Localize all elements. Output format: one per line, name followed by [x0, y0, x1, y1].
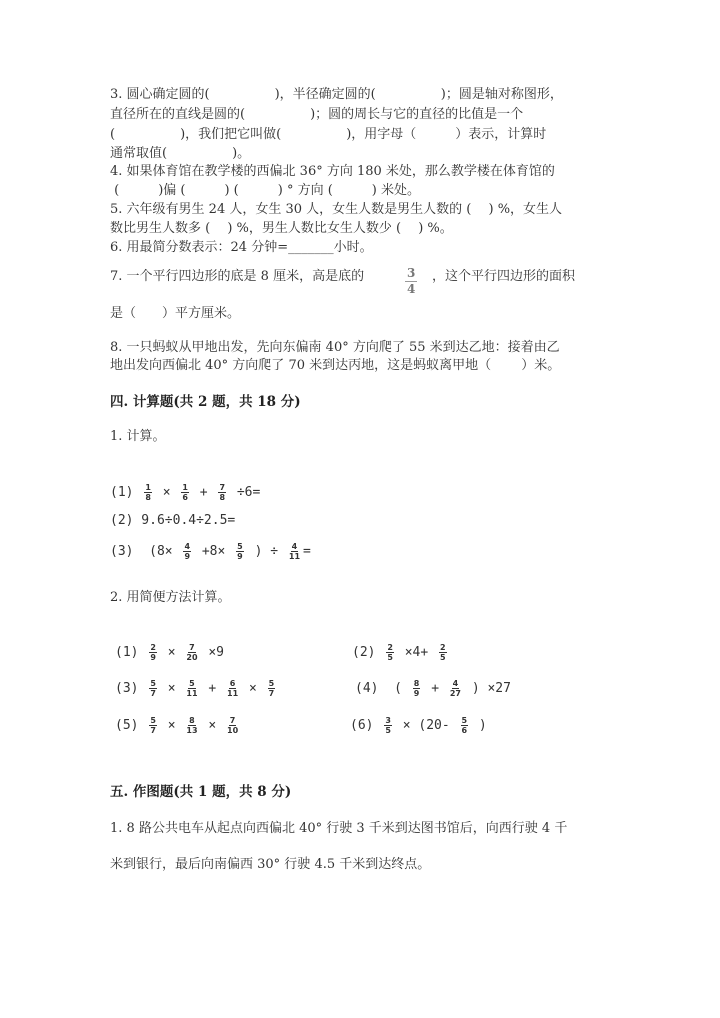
fraction-numerator: 5 — [150, 679, 156, 688]
fraction-numerator: 5 — [268, 679, 275, 688]
fraction — [413, 679, 421, 698]
calc-item-3 — [110, 542, 311, 561]
fraction-numerator: 5 — [189, 679, 195, 688]
fraction-denominator: 11 — [227, 689, 239, 698]
q3-line-1: 3. 圆心确定圆的( )，半径确定圆的( )；圆是轴对称图形， — [110, 87, 563, 102]
fraction-denominator: 13 — [186, 726, 198, 735]
fraction — [439, 643, 447, 662]
expr-text: (3) (8× — [110, 544, 181, 559]
fraction-denominator: 9 — [150, 653, 156, 662]
fraction-denominator: 5 — [387, 653, 393, 662]
fraction-denominator: 6 — [182, 493, 188, 502]
expr-text: ×4+ — [396, 645, 437, 660]
fraction-numerator: 5 — [237, 542, 243, 551]
fraction-denominator: 7 — [150, 689, 156, 698]
fraction — [461, 716, 469, 735]
fraction-numerator: 1 — [182, 483, 188, 492]
expr-text: (1) — [115, 645, 147, 660]
expr-text: × — [159, 681, 184, 696]
fraction-numerator: 2 — [387, 643, 393, 652]
fraction-numerator: 1 — [145, 483, 151, 492]
expr-text: × — [200, 718, 224, 733]
simplify-item-3 — [115, 679, 278, 698]
expr-text: (5) — [115, 718, 147, 733]
calc-title: 1. 计算。 — [110, 429, 166, 444]
calc-item-2 — [110, 513, 235, 528]
fraction — [183, 542, 191, 561]
fraction-denominator: 8 — [219, 493, 226, 502]
fraction-denominator: 5 — [385, 726, 391, 735]
simplify-item-4 — [355, 679, 511, 698]
expr-text: ÷6= — [229, 485, 261, 500]
fraction — [227, 716, 238, 735]
q3-line-3: ( )，我们把它叫做( )，用字母（ ）表示，计算时 — [110, 127, 547, 142]
fraction — [149, 679, 157, 698]
fraction-numerator: 4 — [184, 542, 191, 551]
fraction-denominator: 7 — [150, 726, 156, 735]
q7-line-2: 是（ ）平方厘米。 — [110, 306, 241, 321]
q5-line-2: 数比男生人数多 ( ) %，男生人数比女生人数少 ( ) %。 — [110, 221, 453, 236]
q4-line-1: 4. 如果体育馆在教学楼的西偏北 36° 方向 180 米处，那么教学楼在体育馆的 — [110, 164, 555, 179]
expr-text: ) — [471, 718, 487, 733]
expr-text: ) ×27 — [464, 681, 511, 696]
fraction — [181, 483, 189, 502]
section-5-title: 五. 作图题(共 1 题，共 8 分) — [110, 784, 292, 800]
expr-text: + — [191, 485, 216, 500]
expr-text: (4) ( — [355, 681, 410, 696]
fraction-denominator: 10 — [227, 726, 239, 735]
q7-frac-numerator: 3 — [407, 266, 416, 280]
expr-text: +8× — [194, 544, 234, 559]
expr-text: × — [241, 681, 265, 696]
expr-text: (2) — [352, 645, 384, 660]
fraction-denominator: 11 — [186, 689, 198, 698]
fraction — [149, 716, 157, 735]
simplify-title: 2. 用简便方法计算。 — [110, 590, 231, 605]
expr-text: × — [159, 718, 184, 733]
q5-line-1: 5. 六年级有男生 24 人，女生 30 人，女生人数是男生人数的 ( ) %，女生人 — [110, 202, 563, 217]
expr-text: + — [423, 681, 447, 696]
fraction-denominator: 5 — [440, 653, 446, 662]
fraction-denominator: 11 — [288, 552, 301, 561]
fraction — [384, 716, 392, 735]
fraction — [268, 679, 276, 698]
fraction — [289, 542, 300, 561]
fraction — [149, 643, 157, 662]
fraction-numerator: 4 — [452, 679, 459, 688]
fraction-denominator: 9 — [413, 689, 420, 698]
q3-line-4: 通常取值( )。 — [110, 146, 251, 161]
simplify-item-2 — [352, 643, 450, 662]
fraction — [450, 679, 461, 698]
draw-line-2: 米到银行，最后向南偏西 30° 行驶 4.5 千米到达终点。 — [110, 857, 431, 872]
fraction — [236, 542, 244, 561]
expr-text: + — [200, 681, 224, 696]
expr-text: ×9 — [200, 645, 224, 660]
fraction — [218, 483, 226, 502]
expr-text: × (20- — [394, 718, 458, 733]
simplify-item-1 — [115, 643, 224, 662]
fraction-numerator: 6 — [229, 679, 236, 688]
expr-text: × — [154, 485, 179, 500]
expr-text: (2) 9.6÷0.4÷2.5= — [110, 513, 236, 528]
fraction-denominator: 9 — [237, 552, 243, 561]
fraction — [186, 643, 197, 662]
q7-fraction — [405, 266, 417, 297]
q7-after: ，这个平行四边形的面积 — [432, 269, 576, 284]
q4-line-2: ( )偏 ( ) ( ) ° 方向 ( ) 米处。 — [110, 183, 421, 198]
simplify-item-5 — [115, 716, 241, 735]
fraction-numerator: 5 — [150, 716, 156, 725]
q8-line-1: 8. 一只蚂蚁从甲地出发，先向东偏南 40° 方向爬了 55 米到达乙地：接着由乙 — [110, 340, 560, 355]
expr-text: (1) — [110, 485, 142, 500]
fraction — [386, 643, 394, 662]
draw-line-1: 1. 8 路公共电车从起点向西偏北 40° 行驶 3 千米到达图书馆后，向西行驶 4 千 — [110, 821, 568, 836]
fraction-denominator: 27 — [449, 689, 461, 698]
fraction-denominator: 9 — [184, 552, 191, 561]
fraction-numerator: 8 — [413, 679, 420, 688]
fraction-denominator: 7 — [268, 689, 275, 698]
q8-line-2: 地出发向西偏北 40° 方向爬了 70 米到达丙地，这是蚂蚁离甲地（ ）米。 — [110, 358, 561, 373]
fraction-numerator: 2 — [440, 643, 446, 652]
q7-frac-denominator: 4 — [407, 282, 416, 296]
simplify-item-6 — [350, 716, 487, 735]
q3-line-2: 直径所在的直线是圆的( )；圆的周长与它的直径的比值是一个 — [110, 107, 524, 122]
fraction — [227, 679, 238, 698]
fraction — [186, 716, 197, 735]
calc-item-1 — [110, 483, 260, 502]
q6-line: 6. 用最简分数表示：24 分钟=_______小时。 — [110, 240, 373, 255]
fraction — [144, 483, 152, 502]
expr-text: ) ÷ — [246, 544, 286, 559]
fraction-numerator: 3 — [385, 716, 391, 725]
fraction — [186, 679, 197, 698]
fraction-numerator: 7 — [219, 483, 226, 492]
expr-text: (3) — [115, 681, 147, 696]
expr-text: × — [159, 645, 184, 660]
fraction-denominator: 20 — [186, 653, 198, 662]
fraction-numerator: 8 — [189, 716, 195, 725]
fraction-numerator: 7 — [189, 643, 195, 652]
fraction-numerator: 7 — [229, 716, 236, 725]
fraction-denominator: 8 — [145, 493, 151, 502]
fraction-numerator: 4 — [291, 542, 298, 551]
section-4-title: 四. 计算题(共 2 题，共 18 分) — [110, 394, 301, 410]
expr-text: = — [303, 544, 311, 559]
expr-text: (6) — [350, 718, 382, 733]
fraction-numerator: 2 — [150, 643, 156, 652]
fraction-denominator: 6 — [461, 726, 468, 735]
q7-before: 7. 一个平行四边形的底是 8 厘米，高是底的 — [110, 269, 365, 284]
fraction-numerator: 5 — [461, 716, 468, 725]
